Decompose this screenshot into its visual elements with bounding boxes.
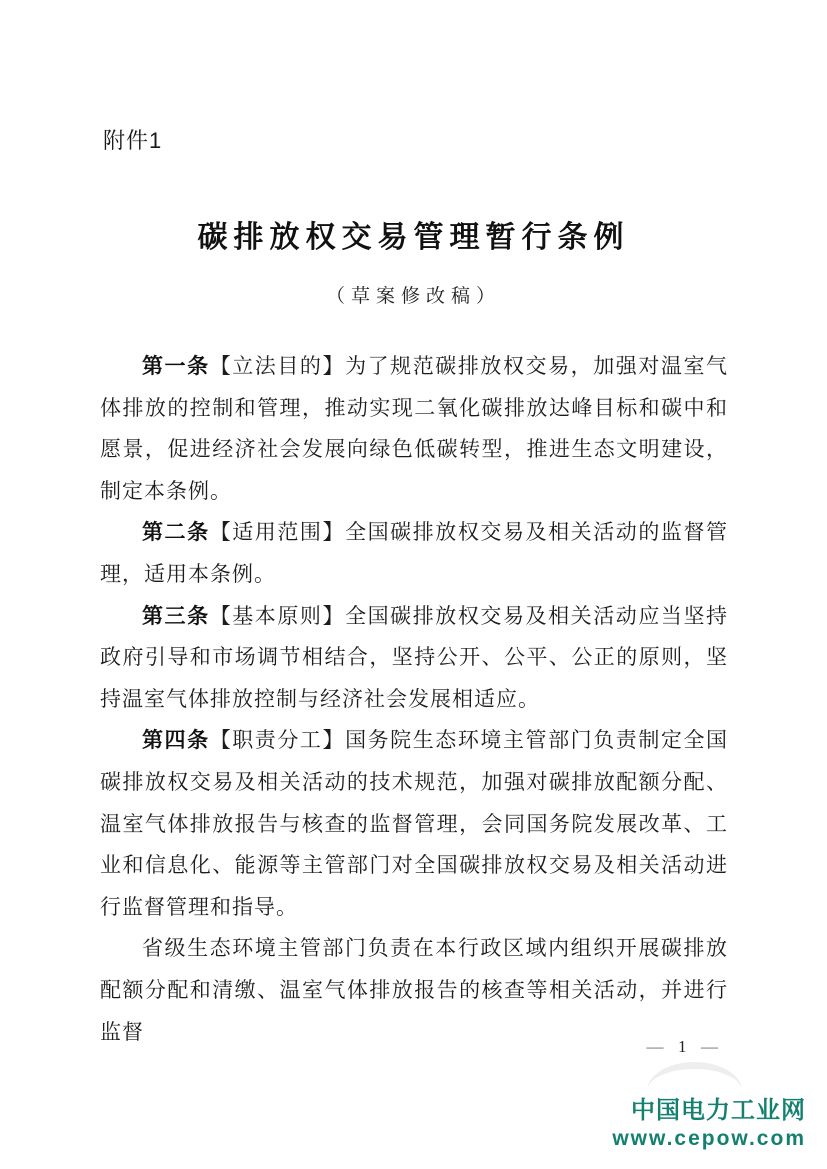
article-paragraph [100, 512, 728, 595]
article-tag: 【职责分工】 [209, 728, 346, 753]
article-number: 第四条 [142, 729, 210, 753]
article-paragraph [100, 928, 728, 1053]
watermark-site-url: www.cepow.com [612, 1126, 806, 1150]
article-tag: 【适用范围】 [209, 520, 346, 545]
page-number-value: 1 [678, 1037, 689, 1056]
watermark-logo-swoosh [647, 1062, 742, 1091]
article-number: 第二条 [142, 521, 210, 545]
document-body [100, 346, 728, 1053]
article-text: 为了规范碳排放权交易，加强对温室气体排放的控制和管理，推动实现二氧化碳排放达峰目标和碳中和愿景，促进经济社会发展向绿色低碳转型，推进生态文明建设，制定本条例。 [100, 354, 729, 503]
article-number: 第三条 [142, 604, 210, 628]
article-paragraph [100, 596, 728, 721]
article-text: 省级生态环境主管部门负责在本行政区域内组织开展碳排放配额分配和清缴、温室气体排放报告的核查等相关活动，并进行监督 [100, 936, 728, 1044]
article-text: 全国碳排放权交易及相关活动的监督管理，适用本条例。 [100, 520, 729, 586]
page-number-right-dash: — [701, 1037, 720, 1056]
site-watermark [612, 1096, 806, 1152]
watermark-site-name: 中国电力工业网 [631, 1096, 806, 1124]
article-tag: 【立法目的】 [209, 354, 346, 378]
article-text: 国务院生态环境主管部门负责制定全国碳排放权交易及相关活动的技术规范，加强对碳排放配额分配、温室气体排放报告与核查的监督管理，会同国务院发展改革、工业和信息化、能源等主管部门对全国碳排放权交易及相关活动进行监督管理和指导。 [100, 728, 729, 919]
article-text: 全国碳排放权交易及相关活动应当坚持政府引导和市场调节相结合，坚持公开、公平、公正的原则，坚持温室气体排放控制与经济社会发展相适应。 [100, 603, 729, 711]
document-title: 碳排放权交易管理暂行条例 [197, 221, 630, 254]
article-paragraph [100, 346, 728, 512]
article-number: 第一条 [142, 355, 210, 378]
page-number-left-dash: — [646, 1037, 666, 1056]
document-subtitle: （草案修改稿） [325, 286, 501, 307]
page-number [647, 1037, 721, 1057]
article-paragraph [100, 720, 728, 928]
article-tag: 【基本原则】 [209, 603, 346, 628]
attachment-label: 附件1 [103, 128, 163, 153]
